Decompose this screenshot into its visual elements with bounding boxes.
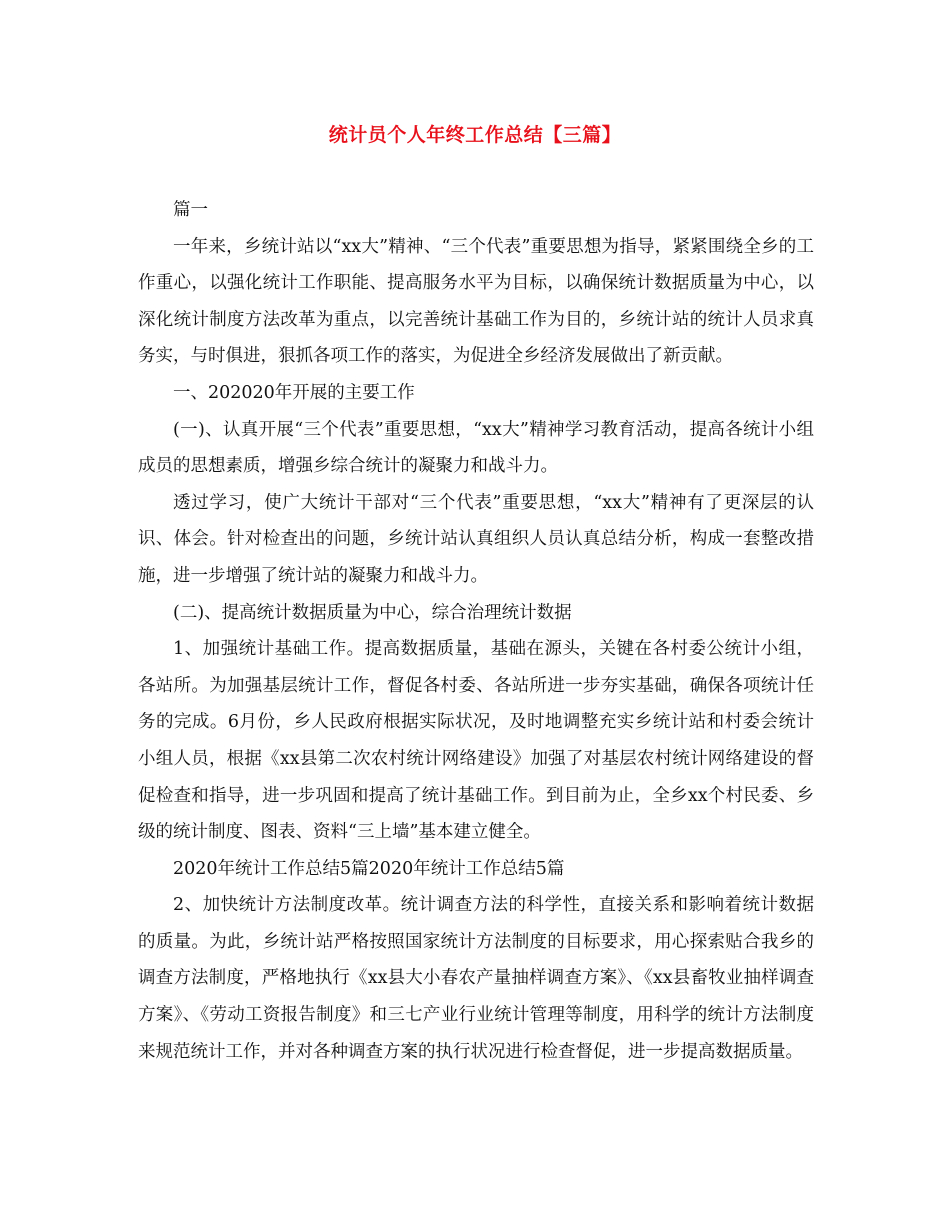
paragraph-method-reform: 2、加快统计方法制度改革。统计调查方法的科学性，直接关系和影响着统计数据的质量。为此，乡统计站严格按照国家统计方法制度的目标要求，用心探索贴合我乡的调查方法制度，严格地执行《xx县大小春农产量抽样调查方案》、《xx县畜牧业抽样调查方案》、《劳动工资报告制度》和三七产业行业统计管理等制度，用科学的统计方法制度来规范统计工作，并对各种调查方案的执行状况进行检查督促，进一步提高数据质量。 [138, 895, 814, 1062]
paragraph-item-1: (一)、认真开展“三个代表”重要思想，“xx大”精神学习教育活动，提高各统计小组成员的思想素质，增强乡综合统计的凝聚力和战斗力。 [138, 419, 814, 477]
paragraph-basic-work: 1、加强统计基础工作。提高数据质量，基础在源头，关键在各村委公统计小组，各站所。为加强基层统计工作，督促各村委、各站所进一步夯实基础，确保各项统计任务的完成。6月份，乡人民政府根据实际状况，及时地调整充实乡统计站和村委会统计小组人员，根据《xx县第二次农村统计网络建设》加强了对基层农村统计网络建设的督促检查和指导，进一步巩固和提高了统计基础工作。到目前为止，全乡xx个村民委、乡级的统计制度、图表、资料“三上墙”基本建立健全。 [138, 639, 814, 843]
paragraph-related-link: 2020年统计工作总结5篇2020年统计工作总结5篇 [173, 858, 565, 879]
paragraph-section-label: 篇一 [173, 200, 208, 220]
paragraph-study: 透过学习，使广大统计干部对“三个代表”重要思想，“xx大”精神有了更深层的认识、体会。针对检查出的问题，乡统计站认真组织人员认真总结分析，构成一套整改措施，进一步增强了统计站的凝聚力和战斗力。 [138, 492, 814, 586]
heading-main-work: 一、202020年开展的主要工作 [173, 382, 415, 403]
document-title: 统计员个人年终工作总结【三篇】 [328, 124, 622, 146]
document-body [138, 192, 814, 1070]
paragraph-intro: 一年来，乡统计站以“xx大”精神、“三个代表”重要思想为指导，紧紧围绕全乡的工作重心，以强化统计工作职能、提高服务水平为目标，以确保统计数据质量为中心，以深化统计制度方法改革为重点，以完善统计基础工作为目的，乡统计站的统计人员求真务实，与时俱进，狠抓各项工作的落实，为促进全乡经济发展做出了新贡献。 [138, 236, 814, 367]
paragraph-item-2: (二)、提高统计数据质量为中心，综合治理统计数据 [173, 602, 572, 623]
